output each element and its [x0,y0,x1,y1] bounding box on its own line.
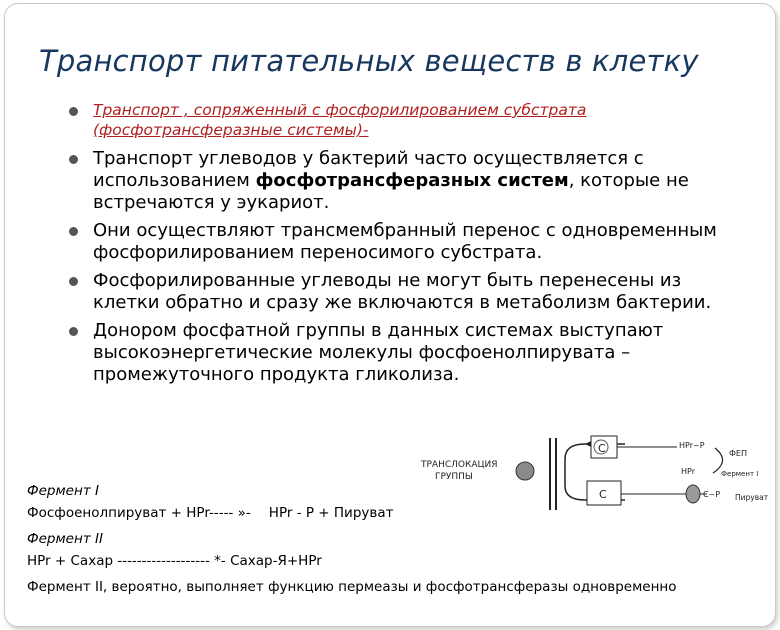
phosphorylated-sugar-circle [686,485,700,503]
bullet-item [67,148,747,214]
cp-label: С~Р [703,490,721,499]
bullet-item [67,270,747,314]
fep-label: ФЕП [729,449,747,458]
bullet-item [67,220,747,264]
reaction1-left: Фосфоенолпируват + HPr----- »- [27,505,251,521]
bullet-link[interactable] [67,100,747,140]
bullet-dot [69,155,78,164]
reaction1-right: HPr - P + Пируват [268,505,394,521]
ferment1-label: Фермент I [721,470,759,478]
hpr-label: HPr [681,467,695,476]
enzyme-reactions [27,480,677,597]
bullet-dot [69,107,78,116]
enzyme1-label: Фермент I [27,483,99,499]
bullet-text: Транспорт углеводов у бактерий часто осуществляется с использованием [93,148,644,191]
bullet-text: Фосфорилированные углеводы не могут быть перенесены из клетки обратно и сразу же включаются в метаболизм бактерии. [93,270,712,313]
bullet-text: , которые не встречаются у эукариот. [93,170,689,213]
bullet-text: Донором фосфатной группы в данных системах выступают высокоэнергетические молекулы фосфоенолпирувата – промежуточного продукта гликолиза. [93,320,664,385]
link-text[interactable]: Транспорт , сопряженный с фосфорилированием субстрата (фосфотрансферазные системы)- [93,101,587,139]
slide-title: Транспорт питательных веществ в клетку [39,44,699,78]
diagram-label-line1: ТРАНСЛОКАЦИЯ [421,460,498,470]
bullet-dot [69,227,78,236]
bullet-text: Они осуществляют трансмембранный перенос с одновременным фосфорилированием переносимого субстрата. [93,220,717,263]
reaction2: HPr + Сахар ------------------- *- Сахар-Я+HPr [27,553,322,569]
outside-sugar-circle [516,462,534,480]
box-c-bottom: С [599,488,607,501]
bullet-item [67,320,747,386]
box-c-top: С [598,442,606,455]
enzyme-note: Фермент II, вероятно, выполняет функцию пермеазы и фосфотрансферазы одновременно [27,579,677,595]
reaction1 [27,505,527,521]
hpr-p-label: HPr~P [679,441,705,450]
bullet-dot [69,277,78,286]
bullet-list [67,100,747,392]
diagram-label-line2: ГРУППЫ [435,472,473,482]
slide-frame [4,3,776,627]
bullet-dot [69,327,78,336]
bullet-bold-text: фосфотрансферазных систем [255,170,569,191]
enzyme2-label: Фермент II [27,531,103,547]
piruvat-label: Пируват [735,493,769,502]
